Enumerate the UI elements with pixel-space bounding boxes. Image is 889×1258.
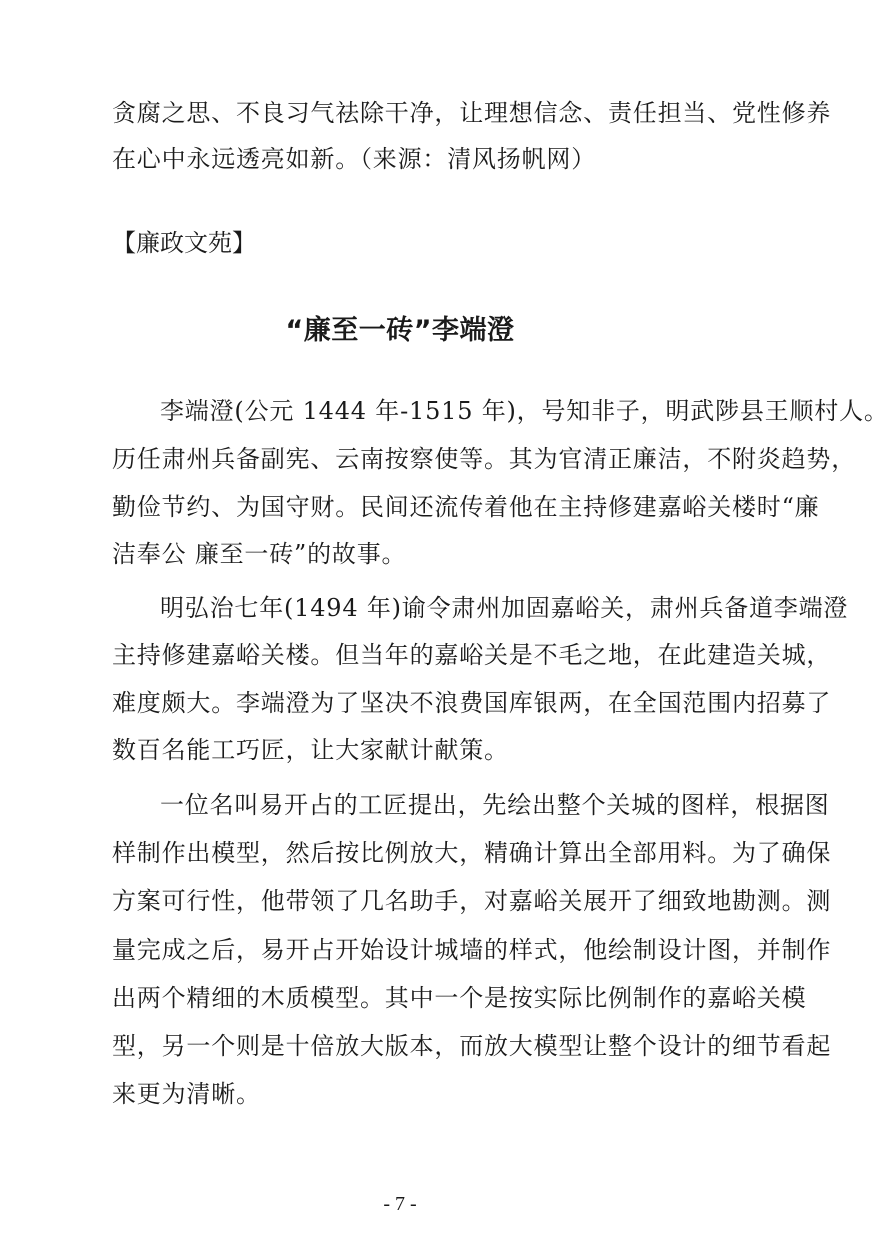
p1-line-4: 洁奉公 廉至一砖”的故事。 (112, 540, 407, 568)
p1-line-1: 李端澄(公元 1444 年-1515 年)，号知非子，明武陟县王顺村人。 (160, 397, 889, 425)
p3-line-5: 出两个精细的木质模型。其中一个是按实际比例制作的嘉峪关模 (112, 984, 807, 1012)
p3-line-6: 型，另一个则是十倍放大版本，而放大模型让整个设计的细节看起 (112, 1032, 832, 1060)
intro-line-1: 贪腐之思、不良习气祛除干净，让理想信念、责任担当、党性修养 (112, 99, 832, 127)
p1-line-3: 勤俭节约、为国守财。民间还流传着他在主持修建嘉峪关楼时“廉 (112, 493, 820, 521)
intro-line-2: 在心中永远透亮如新。（来源：清风扬帆网） (112, 145, 596, 173)
page-number: - 7 - (383, 1193, 417, 1215)
p3-line-3: 方案可行性，他带领了几名助手，对嘉峪关展开了细致地勘测。测 (112, 887, 832, 915)
p3-line-4: 量完成之后，易开占开始设计城墙的样式，他绘制设计图，并制作 (112, 936, 832, 964)
p3-line-2: 样制作出模型，然后按比例放大，精确计算出全部用料。为了确保 (112, 839, 832, 867)
p3-line-1: 一位名叫易开占的工匠提出，先绘出整个关城的图样，根据图 (160, 791, 830, 819)
p3-line-7: 来更为清晰。 (112, 1080, 261, 1108)
article-title: “廉至一砖”李端澄 (285, 315, 515, 346)
p2-line-4: 数百名能工巧匠，让大家献计献策。 (112, 736, 509, 764)
section-label: 【廉政文苑】 (112, 229, 256, 257)
p2-line-3: 难度颇大。李端澄为了坚决不浪费国库银两，在全国范围内招募了 (112, 689, 832, 717)
p1-line-2: 历任肃州兵备副宪、云南按察使等。其为官清正廉洁，不附炎趋势， (112, 445, 856, 473)
p2-line-1: 明弘治七年(1494 年)谕令肃州加固嘉峪关，肃州兵备道李端澄 (160, 594, 849, 622)
p2-line-2: 主持修建嘉峪关楼。但当年的嘉峪关是不毛之地，在此建造关城， (112, 641, 832, 669)
